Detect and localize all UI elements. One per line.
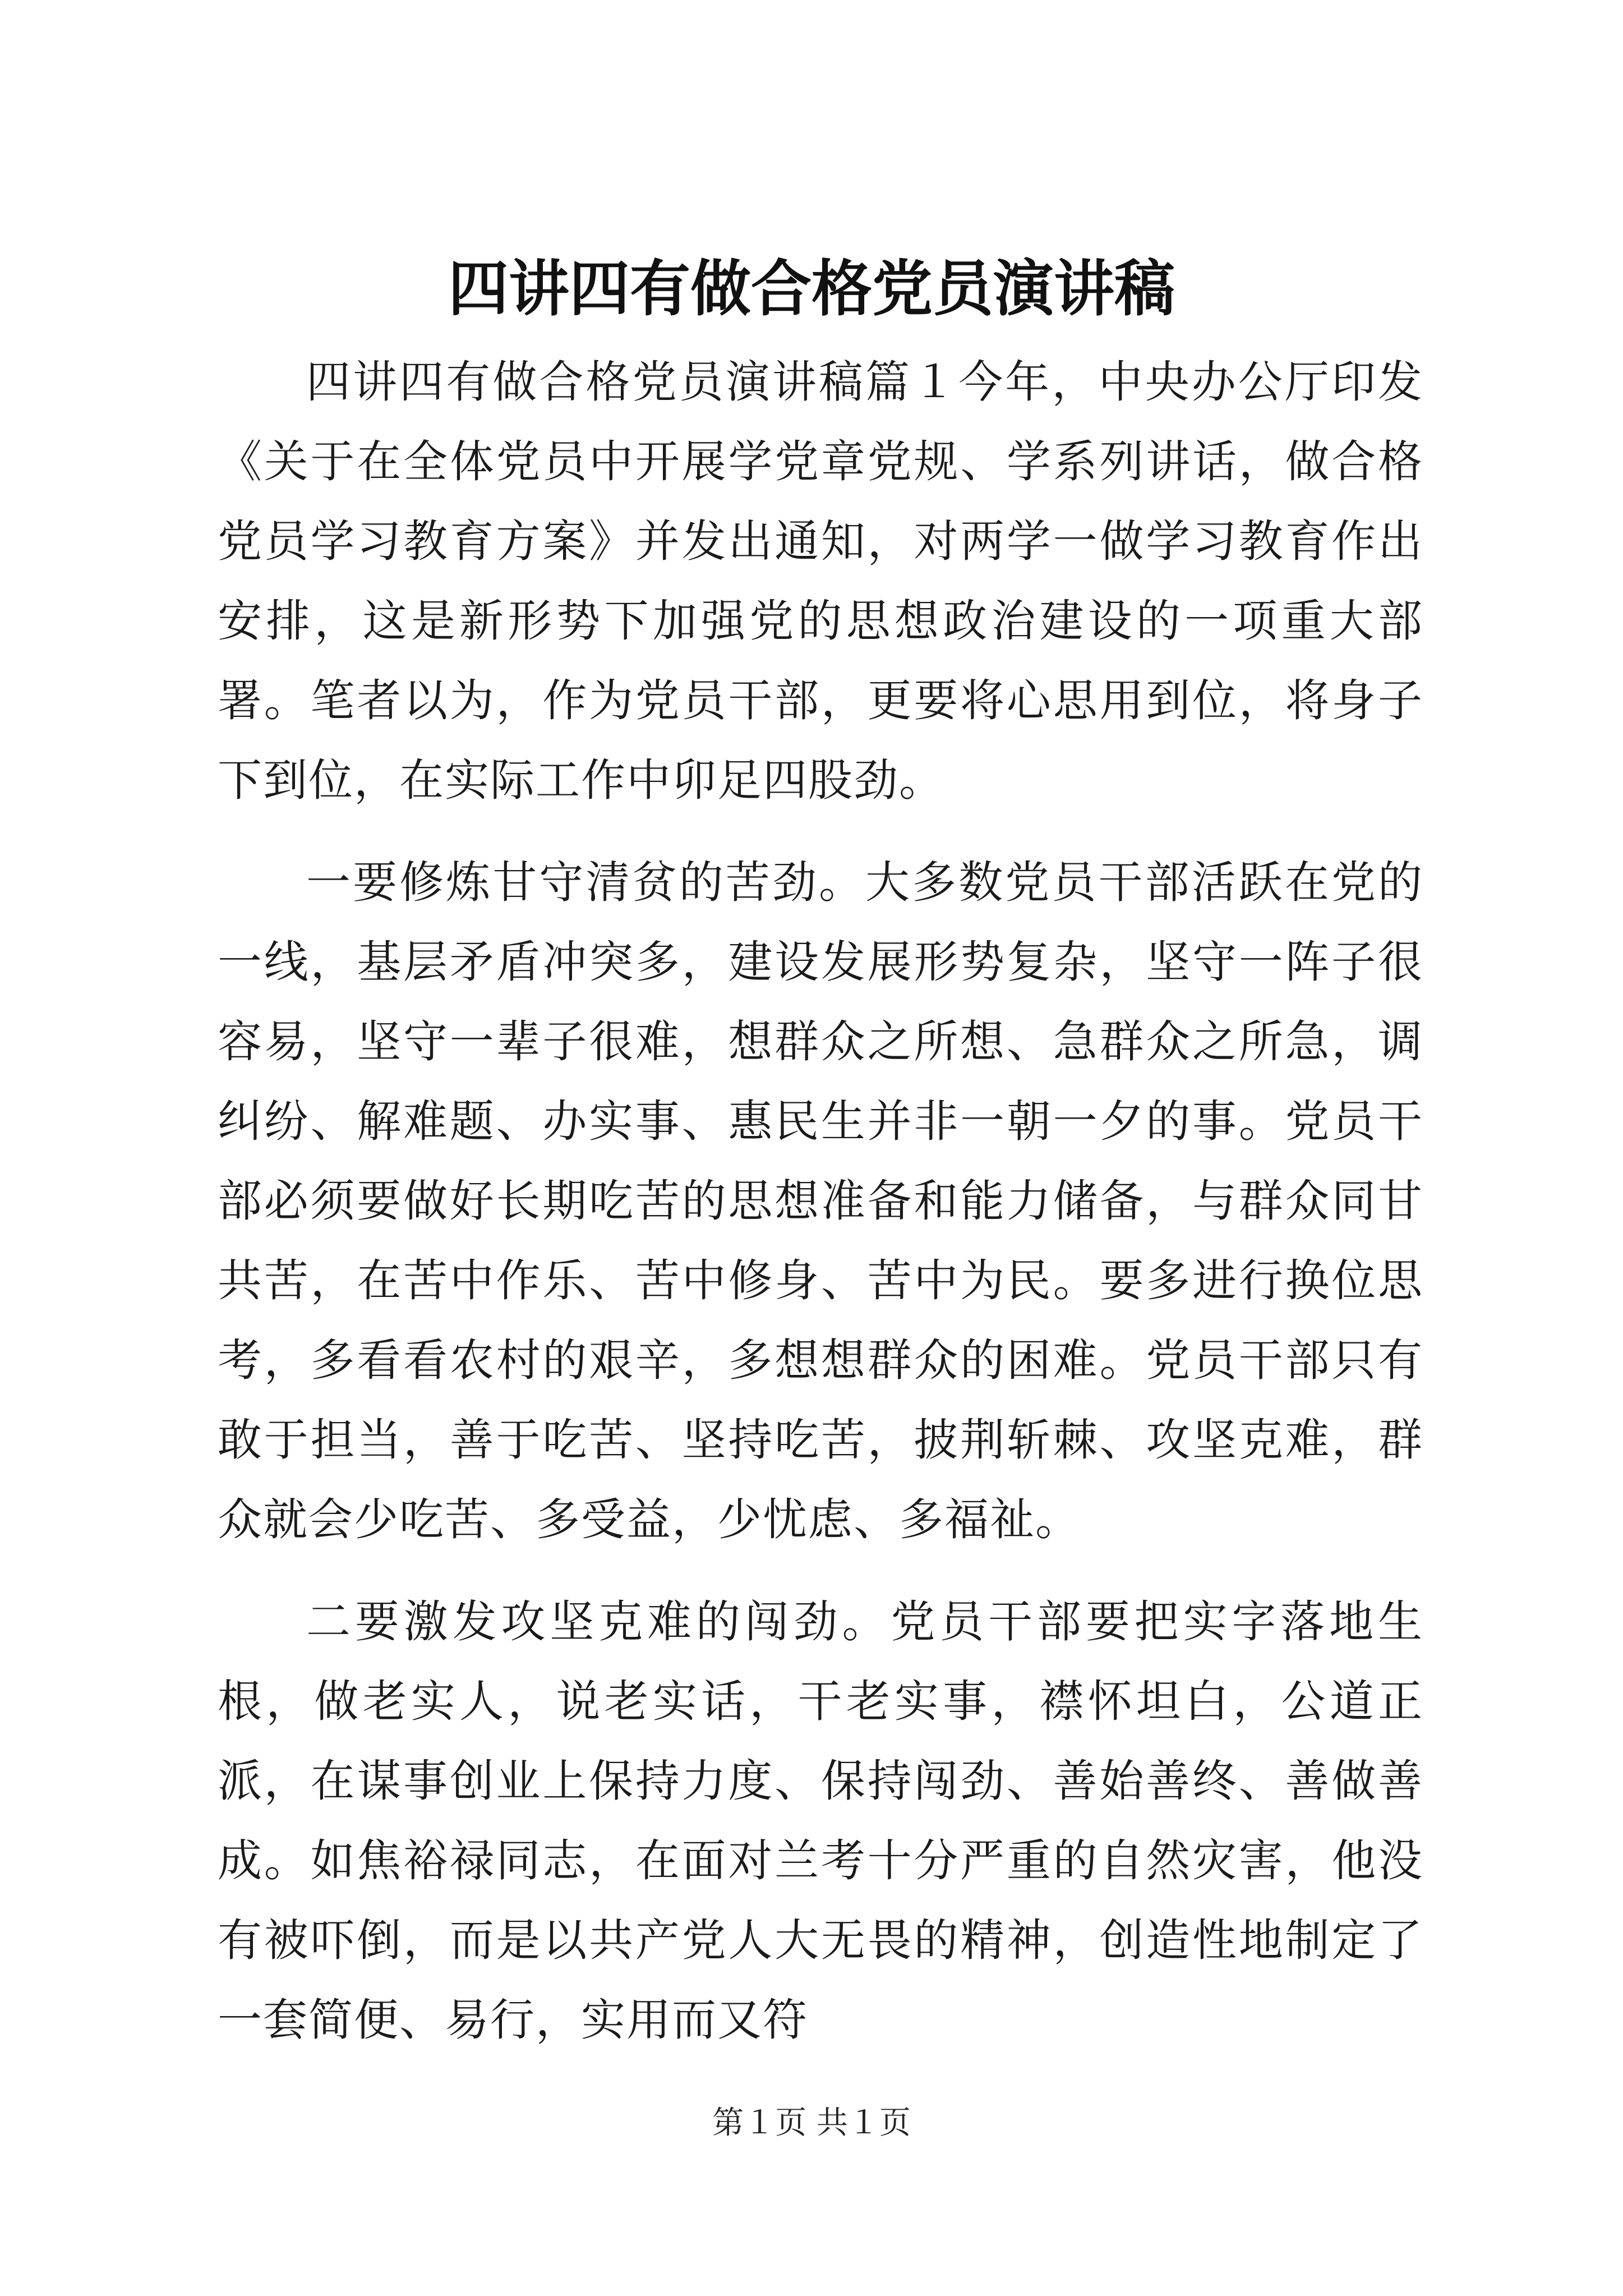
paragraph-3: 二要激发攻坚克难的闯劲。党员干部要把实字落地生根，做老实人，说老实话，干老实事，襟怀坦白，公道正派，在谋事创业上保持力度、保持闯劲、善始善终、善做善成。如焦裕禄同志，在面对兰考十分严重的自然灾害，他没有被吓倒，而是以共产党人大无畏的精神，创造性地制定了一套简便、易行，实用而又符 bbox=[218, 1596, 1423, 2046]
paragraph-2: 一要修炼甘守清贫的苦劲。大多数党员干部活跃在党的一线，基层矛盾冲突多，建设发展形势复杂，坚守一阵子很容易，坚守一辈子很难，想群众之所想、急群众之所急，调纠纷、解难题、办实事、惠民生并非一朝一夕的事。党员干部必须要做好长期吃苦的思想准备和能力储备，与群众同甘共苦，在苦中作乐、苦中修身、苦中为民。要多进行换位思考，多看看农村的艰辛，多想想群众的困难。党员干部只有敢于担当，善于吃苦、坚持吃苦，披荆斩棘、攻坚克难，群众就会少吃苦、多受益，少忧虑、多福祉。 bbox=[218, 857, 1423, 1545]
paragraph-1: 四讲四有做合格党员演讲稿篇１今年，中央办公厅印发《关于在全体党员中开展学党章党规、学系列讲话，做合格党员学习教育方案》并发出通知，对两学一做学习教育作出安排，这是新形势下加强党的思想政治建设的一项重大部署。笔者以为，作为党员干部，更要将心思用到位，将身子下到位，在实际工作中卯足四股劲。 bbox=[218, 356, 1423, 806]
document-title: 四讲四有做合格党员演讲稿 bbox=[448, 254, 1175, 324]
page-footer: 第１页 共１页 bbox=[712, 2105, 911, 2141]
document-body bbox=[218, 342, 1423, 2082]
